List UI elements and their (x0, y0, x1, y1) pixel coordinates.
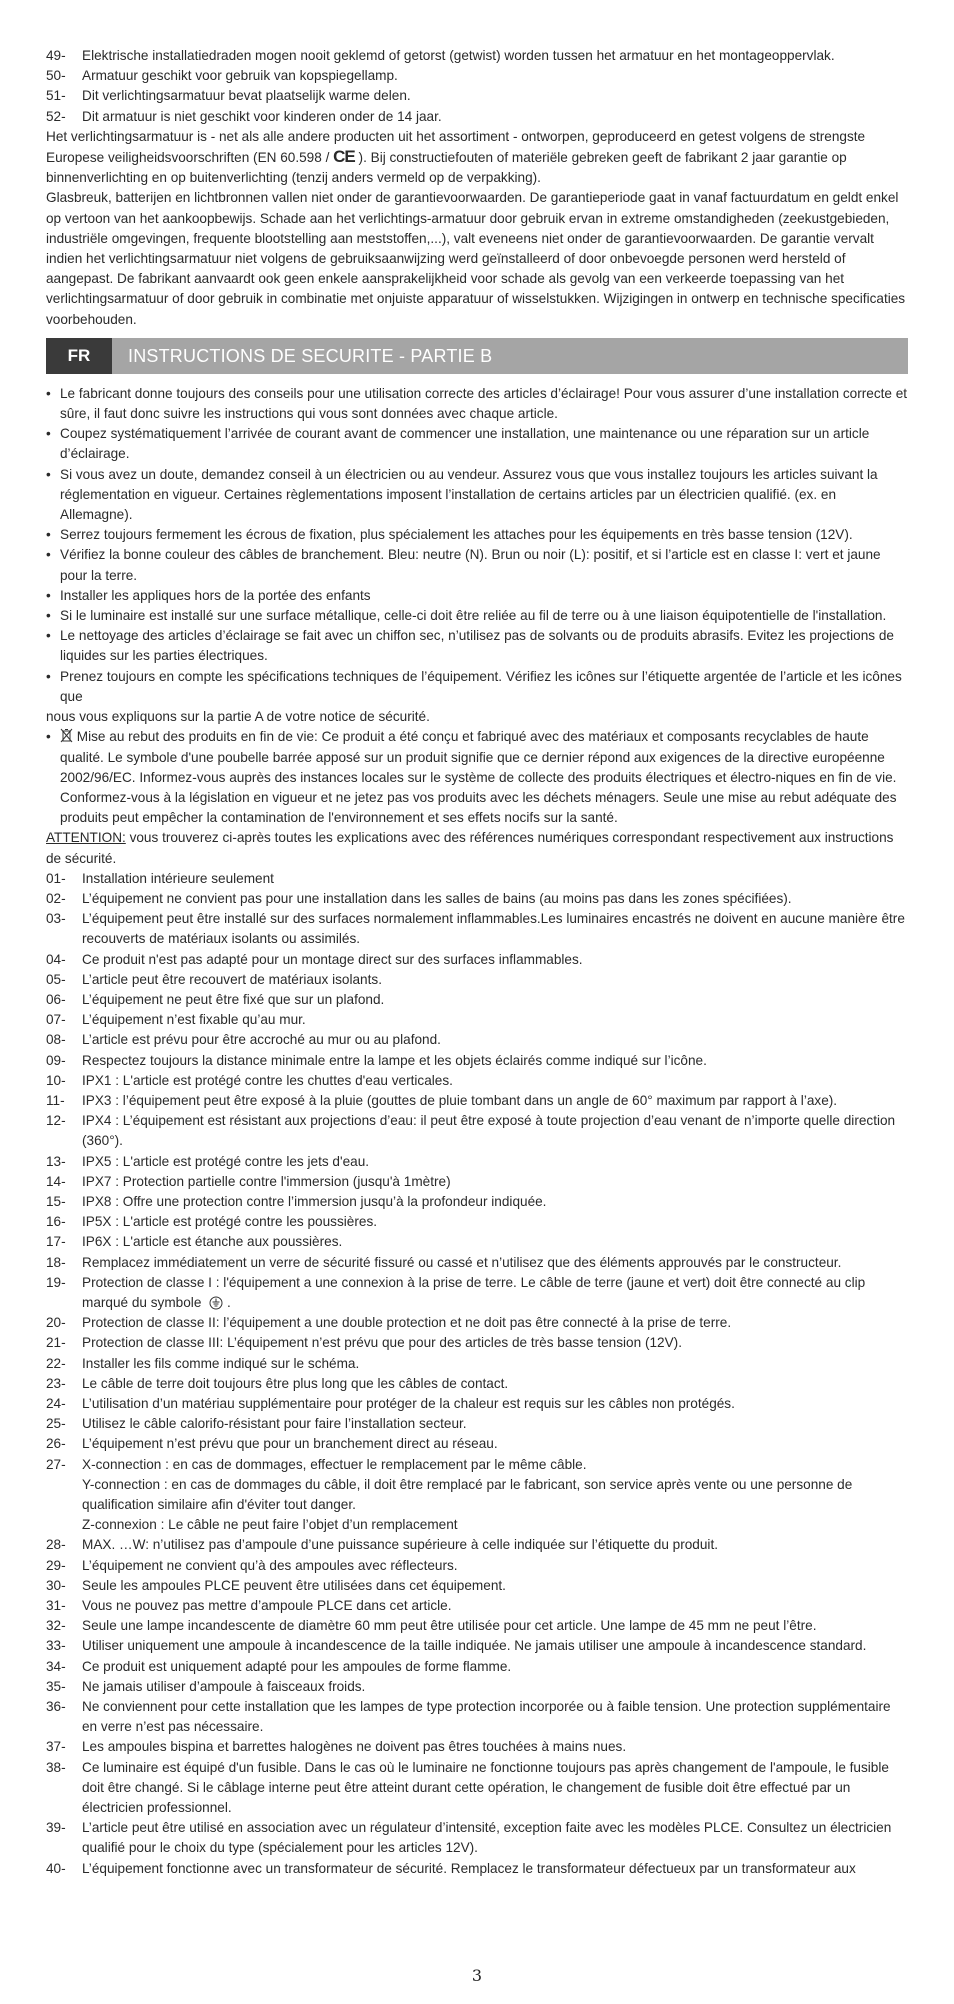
section-header-fr (46, 338, 908, 374)
item-text: Seule une lampe incandescente de diamètre 60 mm peut être utilisée pour cet article. Une lampe de 45 mm ne peut l’être. (82, 1618, 817, 1634)
list-item (46, 1636, 908, 1656)
item-text: Utiliser uniquement une ampoule à incandescence de la taille indiquée. Ne jamais utiliser une ampoule à incandescence standard. (82, 1638, 867, 1654)
item-text: Dit verlichtingsarmatuur bevat plaatselijk warme delen. (82, 88, 411, 104)
item-number: 20- (46, 1315, 66, 1331)
item-text: IPX3 : l’équipement peut être exposé à la pluie (gouttes de pluie tombant dans un angle de 60° maximum par rapport à l’axe). (82, 1092, 838, 1108)
item-text: L’équipement n’est prévu que pour un branchement direct au réseau. (82, 1436, 498, 1452)
item-number: 36- (46, 1699, 66, 1715)
item-number: 16- (46, 1214, 66, 1230)
item-number: 25- (46, 1416, 66, 1432)
item-number: 35- (46, 1678, 66, 1694)
list-item (46, 1758, 908, 1819)
fr-item-27 (46, 1455, 908, 1536)
item-number: 28- (46, 1537, 66, 1553)
item-text: Ce produit est uniquement adapté pour les ampoules de forme flamme. (82, 1658, 512, 1674)
item-number: 27- (46, 1456, 66, 1472)
list-item (46, 1455, 908, 1536)
list-item (46, 86, 908, 106)
item-number: 19- (46, 1274, 66, 1290)
bullet-item (46, 545, 908, 585)
list-item (46, 1051, 908, 1071)
list-item (46, 1818, 908, 1858)
bullet-item (46, 525, 908, 545)
bullet-item (46, 606, 908, 626)
list-item (46, 1030, 908, 1050)
bullet-dot: • (46, 466, 51, 482)
list-item (46, 1434, 908, 1454)
item-number: 30- (46, 1577, 66, 1593)
bullet-text: Si le luminaire est installé sur une surface métallique, celle-ci doit être reliée au fil de terre ou à une liaison équipotentielle de l'installation. (60, 608, 887, 624)
bullet-text: Prenez toujours en compte les spécifications techniques de l’équipement. Vérifiez les icônes sur l’étiquette argentée de l’article et les icônes que (60, 668, 902, 704)
item-number: 26- (46, 1436, 66, 1452)
bullet-dot: • (46, 547, 51, 563)
bullet-dot: • (46, 628, 51, 644)
item-number: 05- (46, 971, 66, 987)
item-text: Installer les fils comme indiqué sur le schéma. (82, 1355, 360, 1371)
item-text: Respectez toujours la distance minimale entre la lampe et les objets éclairés comme indiqué sur l’icône. (82, 1052, 707, 1068)
list-item (46, 1859, 908, 1879)
nl-numbered-list (46, 46, 908, 127)
bullet-dot: • (46, 426, 51, 442)
item-text: Elektrische installatiedraden mogen nooit geklemd of getorst (getwist) worden tussen het armatuur en het montageoppervlak. (82, 48, 835, 63)
item-number: 09- (46, 1052, 66, 1068)
item-text: Dit armatuur is niet geschikt voor kinderen onder de 14 jaar. (82, 108, 442, 124)
item-text: Ne jamais utiliser d’ampoule à faisceaux froids. (82, 1678, 366, 1694)
list-item (46, 1374, 908, 1394)
disposal-text: Mise au rebut des produits en fin de vie: Ce produit a été conçu et fabriqué avec des matériaux et composants recyclables de haute qualité. Le symbole d'une poubelle barrée apposé sur un produit signifie que ce dernier répond aux exigences de la directive européenne 2002/96/EC. Informez-vous auprès des instances locales sur le système de collecte des produits électriques et électro-niques en fin de vie. Conformez-vous à la législation en vigueur et ne jetez pas vos produits avec les déchets ménagers. Seule une mise au rebut adéquate des produits peut empêcher la contamination de l'environnement et ses effets nocifs sur la santé. (60, 729, 897, 826)
list-item (46, 1697, 908, 1737)
list-item (46, 1253, 908, 1273)
list-item (46, 1192, 908, 1212)
item-number: 21- (46, 1335, 66, 1351)
document-page (46, 46, 908, 1879)
item-text: Ne conviennent pour cette installation que les lampes de type protection incorporée ou à faible tension. Une protection supplémentaire en verre n’est pas nécessaire. (82, 1699, 891, 1735)
item-text: MAX. …W: n’utilisez pas d’ampoule d’une puissance supérieure à celle indiquée sur l’étiquette du produit. (82, 1537, 718, 1553)
item-text: IP5X : L'article est protégé contre les poussières. (82, 1214, 378, 1230)
bullet-text: Coupez systématiquement l’arrivée de courant avant de commencer une installation, une maintenance ou une réparation sur un article d’éclairage. (60, 426, 870, 462)
item-number: 40- (46, 1860, 66, 1876)
crossed-bin-icon (60, 728, 73, 743)
item-text: IP6X : L'article est étanche aux poussières. (82, 1234, 343, 1250)
bullet-dot: • (46, 668, 51, 684)
list-item (46, 1535, 908, 1555)
item-number: 10- (46, 1072, 66, 1088)
item-text: IPX1 : L'article est protégé contre les chuttes d'eau verticales. (82, 1072, 453, 1088)
list-item (46, 950, 908, 970)
item-text: Seule les ampoules PLCE peuvent être utilisées dans cet équipement. (82, 1577, 506, 1593)
list-item (46, 1354, 908, 1374)
item-number: 49- (46, 48, 66, 63)
item-number: 13- (46, 1153, 66, 1169)
bullet-item (46, 465, 908, 526)
item-number: 29- (46, 1557, 66, 1573)
list-item (46, 1556, 908, 1576)
fr-safety-bullets (46, 384, 908, 828)
list-item (46, 1677, 908, 1697)
bullet-text: Le fabricant donne toujours des conseils pour une utilisation correcte des articles d’éclairage! Pour vous assurer d’une installation correcte et sûre, il faut donc suivre les instructions qui vous sont données avec chaque article. (60, 385, 908, 422)
list-item (46, 66, 908, 86)
list-item (46, 1333, 908, 1353)
item-text: Utilisez le câble calorifo-résistant pour faire l’installation secteur. (82, 1416, 467, 1432)
item-text: L’équipement ne convient qu’à des ampoules avec réflecteurs. (82, 1557, 458, 1573)
list-item (46, 889, 908, 909)
bullet-item (46, 384, 908, 424)
item-text: L’article peut être utilisé en association avec un régulateur d’intensité, exception faite avec les modèles PLCE. Consultez un électricien qualifié pour le choix du type (spécialement pour les articles 12V). (82, 1820, 892, 1856)
disposal-bullet (46, 727, 908, 828)
item-text: L’équipement ne peut être fixé que sur un plafond. (82, 991, 385, 1007)
list-item (46, 909, 908, 949)
fr-numbered-list-b (46, 1313, 908, 1454)
fr-numbered-list-a (46, 869, 908, 1273)
attention-label: ATTENTION: (46, 830, 126, 846)
bullet-text: Serrez toujours fermement les écrous de fixation, plus spécialement les attaches pour les équipements en très basse tension (12V). (60, 527, 853, 543)
item-text: Remplacez immédiatement un verre de sécurité fissuré ou cassé et n’utilisez que des éléments approuvés par le constructeur. (82, 1254, 842, 1270)
nl-para1-text: Het verlichtingsarmatuur is - net als alle andere producten uit het assortiment - ontworpen, geproduceerd en getest volgens de strengste Europese veiligheidsvoorschriften (EN 60.598 / (46, 128, 866, 166)
nl-warranty-paragraph (46, 127, 908, 189)
list-item (46, 1010, 908, 1030)
list-item (46, 1414, 908, 1434)
item-text: IPX4 : L’équipement est résistant aux projections d’eau: il peut être exposé à toute projection d’eau venant de n’importe quelle direction (360°). (82, 1113, 896, 1149)
list-item (46, 970, 908, 990)
attention-text: vous trouverez ci-après toutes les explications avec des références numériques correspondant respectivement aux instructions de sécurité. (46, 830, 894, 866)
list-item (46, 1071, 908, 1091)
item-text: Ce produit n'est pas adapté pour un montage direct sur des surfaces inflammables. (82, 951, 583, 967)
item-text: Armatuur geschikt voor gebruik van kopspiegellamp. (82, 68, 398, 84)
bullet-dot: • (46, 729, 51, 745)
item-number: 03- (46, 911, 66, 927)
item-text: Protection de classe II: l’équipement a une double protection et ne doit pas être connecté à la prise de terre. (82, 1315, 732, 1331)
item-number: 24- (46, 1396, 66, 1411)
item-number: 06- (46, 991, 66, 1007)
list-item (46, 1394, 908, 1414)
bullet-item (46, 586, 908, 606)
item-number: 14- (46, 1173, 66, 1189)
list-item (46, 1596, 908, 1616)
ce-mark-icon: CE (333, 147, 355, 167)
bullet-text: Le nettoyage des articles d’éclairage se fait avec un chiffon sec, n’utilisez pas de solvants ou de produits abrasifs. Evitez les projections de liquides sur les parties électriques. (60, 628, 894, 664)
bullet-text: Si vous avez un doute, demandez conseil à un électricien ou au vendeur. Assurez vous que vous installez toujours les articles suivant la réglementation en vigueur. Certaines règlementations imposent l’installation de certains articles par un électricien qualifié. (ex. en Allemagne). (60, 466, 878, 523)
item-text-end: . (223, 1294, 231, 1310)
item-number: 17- (46, 1234, 66, 1250)
item-number: 08- (46, 1032, 66, 1048)
item-number: 33- (46, 1638, 66, 1654)
list-item (46, 990, 908, 1010)
item-number: 11- (46, 1092, 65, 1108)
item-number: 15- (46, 1193, 66, 1209)
item-number: 32- (46, 1618, 66, 1634)
item-text: Protection de classe III: L’équipement n’est prévu que pour des articles de très basse tension (12V). (82, 1335, 682, 1351)
item-number: 18- (46, 1254, 66, 1270)
item-number: 02- (46, 890, 66, 906)
list-item (46, 1172, 908, 1192)
bullet-continuation: nous vous expliquons sur la partie A de votre notice de sécurité. (46, 709, 430, 725)
item-number: 34- (46, 1658, 66, 1674)
bullet-text: Vérifiez la bonne couleur des câbles de branchement. Bleu: neutre (N). Brun ou noir (L): positif, et si l’article est en classe I: vert et jaune pour la terre. (60, 547, 881, 583)
list-item (46, 1152, 908, 1172)
nl-para1-text-end: ). Bij constructiefouten of materiële gebreken geeft de fabrikant 2 jaar garantie op binnenverlichting en op buitenverlichting (tenzij anders vermeld op de verpakking). (46, 150, 847, 186)
item-number: 38- (46, 1759, 66, 1775)
item-number: 51- (46, 88, 66, 104)
item-text: L’utilisation d’un matériau supplémentaire pour protéger de la chaleur est requis sur les câbles non protégés. (82, 1396, 735, 1411)
item-number: 23- (46, 1375, 66, 1391)
list-item (46, 1616, 908, 1636)
item-text: IPX7 : Protection partielle contre l'immersion (jusqu'à 1mètre) (82, 1173, 451, 1189)
language-code-badge: FR (46, 338, 112, 374)
list-item (46, 1576, 908, 1596)
bullet-item (46, 424, 908, 464)
item-text: IPX5 : L'article est protégé contre les jets d'eau. (82, 1153, 370, 1169)
item-text: IPX8 : Offre une protection contre l’immersion jusqu’à la profondeur indiquée. (82, 1193, 547, 1209)
list-item (46, 1313, 908, 1333)
item-text: Le câble de terre doit toujours être plus long que les câbles de contact. (82, 1375, 509, 1391)
list-item (46, 1273, 908, 1313)
bullet-dot: • (46, 608, 51, 624)
z-connection-text: Z-connexion : Le câble ne peut faire l’objet d’un remplacement (82, 1517, 458, 1533)
item-number: 12- (46, 1113, 66, 1129)
item-number: 07- (46, 1012, 66, 1028)
list-item (46, 107, 908, 127)
list-item (46, 869, 908, 889)
item-text: Les ampoules bispina et barrettes halogènes ne doivent pas êtres touchées à mains nues. (82, 1739, 627, 1755)
item-number: 04- (46, 951, 66, 967)
y-connection-text: Y-connection : en cas de dommages du câble, il doit être remplacé par le fabricant, son service après vente ou une personne de qualification similaire afin d'éviter tout danger. (82, 1476, 853, 1513)
bullet-text: Installer les appliques hors de la portée des enfants (60, 587, 371, 603)
fr-numbered-list-c (46, 1535, 908, 1878)
list-item (46, 1091, 908, 1111)
list-item (46, 1232, 908, 1252)
item-text: Ce luminaire est équipé d'un fusible. Dans le cas où le luminaire ne fonctionne toujours pas après changement de l'ampoule, le fusible doit être changé. Si le câblage interne peut être atteint durant cette opération, le changement de fusible doit être effectué par un électricien professionnel. (82, 1759, 889, 1816)
list-item (46, 1657, 908, 1677)
list-item (46, 1212, 908, 1232)
item-number: 39- (46, 1820, 66, 1836)
item-number: 01- (46, 870, 66, 886)
item-text: Installation intérieure seulement (82, 870, 274, 886)
item-text: L’équipement ne convient pas pour une installation dans les salles de bains (au moins pas dans les zones spécifiées). (82, 890, 792, 906)
fr-item-19 (46, 1273, 908, 1313)
bullet-dot: • (46, 527, 51, 543)
list-item (46, 1737, 908, 1757)
item-text: L’équipement n’est fixable qu’au mur. (82, 1012, 306, 1028)
x-connection-text: X-connection : en cas de dommages, effectuer le remplacement par le même câble. (82, 1456, 587, 1472)
item-text: Vous ne pouvez pas mettre d’ampoule PLCE dans cet article. (82, 1598, 452, 1614)
section-title: INSTRUCTIONS DE SECURITE - PARTIE B (128, 345, 493, 366)
attention-note (46, 828, 908, 868)
item-number: 52- (46, 108, 66, 124)
item-number: 22- (46, 1355, 66, 1371)
list-item (46, 1111, 908, 1151)
bullet-dot: • (46, 385, 51, 401)
earth-ground-icon (209, 1296, 223, 1310)
item-text: L’équipement fonctionne avec un transformateur de sécurité. Remplacez le transformateur défectueux par un transformateur aux (82, 1860, 856, 1876)
item-text: Protection de classe I : l'équipement a une connexion à la prise de terre. Le câble de terre (jaune et vert) doit être connecté au clip marqué du symbole (82, 1274, 866, 1310)
item-text: L’équipement peut être installé sur des surfaces normalement inflammables.Les luminaires encastrés ne doivent en aucune manière être recouverts de matériaux isolants ou assimilés. (82, 911, 905, 947)
item-number: 31- (46, 1598, 66, 1614)
item-text: L’article est prévu pour être accroché au mur ou au plafond. (82, 1032, 441, 1048)
item-number: 37- (46, 1739, 66, 1755)
bullet-item (46, 626, 908, 666)
page-number: 3 (471, 1966, 483, 1985)
bullet-dot: • (46, 587, 51, 603)
bullet-item (46, 667, 908, 707)
list-item (46, 46, 908, 66)
nl-guarantee-conditions-paragraph: Glasbreuk, batterijen en lichtbronnen vallen niet onder de garantievoorwaarden. De garantieperiode gaat in vanaf factuurdatum en geldt enkel op vertoon van het aankoopbewijs. Schade aan het verlichtings-armatuur door gebruik ervan in extreme omstandigheden (zeekustgebieden, industriële omgevingen, frequente blootstelling aan meststoffen,...), valt eveneens niet onder de garantievoorwaarden. De garantie vervalt indien het verlichtingsarmatuur niet volgens de gebruiksaanwijzing werd geïnstalleerd of door onbevoegde personen werd hersteld of aangepast. De fabrikant aanvaardt ook geen enkele aansprakelijkheid voor schade als gevolg van een verkeerde toepassing van het verlichtingsarmatuur of door gebruik in combinatie met onjuiste apparatuur of wisselstukken. Wijzigingen in ontwerp en technische specificaties voorbehouden. (46, 190, 906, 327)
item-text: L’article peut être recouvert de matériaux isolants. (82, 971, 382, 987)
item-number: 50- (46, 68, 66, 84)
